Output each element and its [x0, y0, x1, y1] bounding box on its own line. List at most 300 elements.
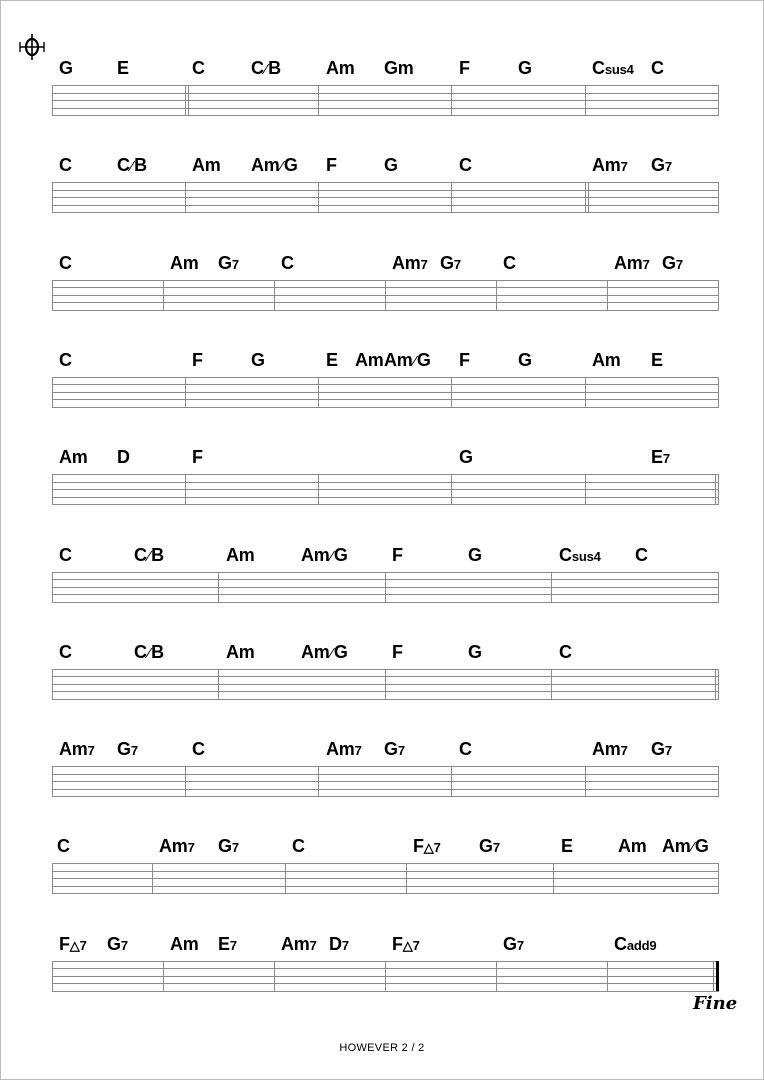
chord-quality: 7	[120, 937, 128, 953]
chord-bass: G	[333, 641, 348, 662]
chord	[251, 155, 298, 177]
staff-line	[52, 407, 719, 408]
staff-line	[52, 310, 719, 311]
system-7	[0, 642, 764, 752]
chord-quality: 7	[642, 256, 650, 272]
staff-line	[52, 93, 719, 94]
chord	[503, 253, 516, 273]
chord	[559, 642, 572, 662]
staff-line	[52, 115, 719, 116]
chord-root: C	[59, 252, 72, 273]
chord	[651, 447, 670, 469]
barline	[52, 182, 53, 212]
chord-root: C	[59, 155, 72, 176]
chord-quality: 7	[662, 451, 670, 467]
page-footer: HOWEVER 2 / 2	[339, 1042, 425, 1054]
barline	[718, 377, 719, 407]
chord-quality: 7	[620, 159, 628, 175]
chord-quality: add9	[626, 937, 657, 953]
chord	[218, 934, 237, 956]
staff-line	[52, 182, 719, 183]
chord-root: Am	[614, 252, 643, 273]
chord-root: G	[468, 544, 482, 565]
chord	[192, 739, 205, 759]
barline	[188, 85, 189, 115]
chord	[559, 545, 601, 567]
chord-root: C	[503, 252, 516, 273]
chord	[592, 739, 628, 761]
chord	[392, 934, 420, 956]
chord-root: G	[384, 155, 398, 176]
chord	[59, 58, 73, 78]
barline	[716, 961, 719, 991]
chord-quality: 7	[492, 840, 500, 856]
chord-root: F	[413, 836, 424, 857]
chord-root: G	[518, 58, 532, 78]
chord-root: F	[392, 641, 403, 662]
chord	[635, 545, 648, 565]
chord-root: G	[503, 933, 517, 954]
chord-quality: △7	[69, 937, 87, 953]
chord-root: Am	[662, 836, 691, 857]
barline	[52, 961, 53, 991]
chord-root: Am	[170, 252, 199, 273]
chord-root: C	[635, 544, 648, 565]
chord	[503, 934, 524, 956]
staff	[52, 961, 719, 991]
barline	[715, 474, 716, 504]
chord	[459, 58, 470, 78]
system-6	[0, 545, 764, 655]
chord-root: G	[251, 349, 265, 370]
chord-bass: G	[694, 836, 709, 857]
coda-icon	[18, 33, 46, 61]
chord-root: C	[192, 58, 205, 78]
chord-root: Am	[192, 155, 221, 176]
chord	[468, 642, 482, 662]
barline	[52, 572, 53, 602]
barline	[185, 377, 186, 407]
system-2	[0, 155, 764, 265]
chord-root: G	[59, 58, 73, 78]
chord	[662, 253, 683, 275]
chord-bass: G	[333, 544, 348, 565]
chord-root: Am	[301, 544, 330, 565]
barline	[52, 766, 53, 796]
chord-root: C	[559, 544, 572, 565]
chord-quality: 7	[397, 743, 405, 759]
chord	[614, 934, 656, 956]
staff	[52, 572, 719, 602]
chord	[59, 350, 72, 370]
chord	[59, 447, 88, 467]
staff-line	[52, 796, 719, 797]
chord-root: F	[326, 155, 337, 176]
chord-quality: 7	[354, 743, 362, 759]
chord	[518, 350, 532, 370]
chord	[251, 58, 281, 80]
barline	[718, 669, 719, 699]
chord-quality: 7	[187, 840, 195, 856]
staff-line	[52, 504, 719, 505]
chord	[651, 739, 672, 761]
chord	[326, 155, 337, 175]
chord-root: G	[440, 252, 454, 273]
staff	[52, 377, 719, 407]
chord-root: F	[459, 349, 470, 370]
slash-mark: ⁄	[330, 547, 333, 565]
staff-line	[52, 377, 719, 378]
chord	[117, 739, 138, 761]
chord-root: C	[59, 641, 72, 662]
chord-root: F	[59, 933, 70, 954]
barline	[718, 280, 719, 310]
chord-bass: G	[283, 155, 298, 176]
chord	[59, 253, 72, 273]
chord-quality: 7	[664, 743, 672, 759]
staff	[52, 280, 719, 310]
chord-quality: sus4	[604, 62, 634, 77]
slash-mark: ⁄	[264, 61, 268, 78]
barline	[718, 766, 719, 796]
chord-root: C	[459, 739, 472, 760]
barline	[451, 377, 452, 407]
chord-quality: △7	[423, 840, 441, 856]
chord	[170, 934, 199, 954]
chord	[384, 155, 398, 175]
barline	[318, 766, 319, 796]
system-3	[0, 253, 764, 363]
chord	[384, 350, 431, 372]
system-1	[0, 58, 764, 168]
barline	[451, 766, 452, 796]
staff-line	[52, 190, 719, 191]
chord-root: G	[459, 447, 473, 468]
chord-quality: 7	[231, 840, 239, 856]
chord-root: C	[134, 641, 147, 662]
chord	[413, 836, 441, 858]
chord	[301, 545, 348, 567]
chord-root: C	[57, 836, 70, 857]
staff-line	[52, 399, 719, 400]
chord-root: G	[384, 739, 398, 760]
chord-root: Am	[355, 349, 384, 370]
barline	[451, 474, 452, 504]
barline	[218, 669, 219, 699]
slash-mark: ⁄	[147, 547, 151, 565]
chord-root: E	[117, 58, 129, 78]
barline	[218, 572, 219, 602]
barline	[553, 863, 554, 893]
chord	[592, 58, 634, 80]
chord	[281, 934, 317, 956]
chord	[459, 350, 470, 370]
staff-line	[52, 991, 719, 992]
chord-root: F	[192, 349, 203, 370]
chord-root: C	[292, 836, 305, 857]
chord-quality: 7	[675, 256, 683, 272]
chord-bass: B	[268, 58, 281, 78]
chord	[134, 545, 164, 567]
chord	[651, 58, 664, 78]
chord-root: C	[59, 349, 72, 370]
chord	[392, 545, 403, 565]
chord	[57, 836, 70, 856]
system-8	[0, 739, 764, 849]
chord-root: Am	[326, 58, 355, 78]
chord-quality: 7	[87, 743, 95, 759]
chord	[355, 350, 384, 370]
chord-root: E	[326, 349, 338, 370]
chord-root: Am	[159, 836, 188, 857]
chord	[384, 739, 405, 761]
chord-root: F	[459, 58, 470, 78]
barline	[607, 280, 608, 310]
chord-root: Am	[301, 641, 330, 662]
system-5	[0, 447, 764, 557]
barline	[52, 377, 53, 407]
chord-root: C	[592, 58, 605, 78]
staff	[52, 863, 719, 893]
staff-line	[52, 108, 719, 109]
chord-root: C	[117, 155, 130, 176]
chord-root: G	[518, 349, 532, 370]
chord-root: C	[559, 641, 572, 662]
staff-line	[52, 100, 719, 101]
staff-line	[52, 774, 719, 775]
barline	[274, 280, 275, 310]
chord-bass: B	[151, 641, 164, 662]
chord-quality: 7	[229, 937, 237, 953]
staff-line	[52, 497, 719, 498]
barline	[185, 182, 186, 212]
slash-mark: ⁄	[147, 644, 151, 662]
chord-quality: 7	[231, 256, 239, 272]
staff	[52, 766, 719, 796]
barline	[551, 669, 552, 699]
chord	[592, 350, 621, 370]
system-10	[0, 934, 764, 1044]
chord-root: Am	[226, 544, 255, 565]
system-9	[0, 836, 764, 946]
chord	[618, 836, 647, 856]
chord	[117, 155, 147, 177]
barline	[52, 863, 53, 893]
chord-root: C	[59, 544, 72, 565]
chord-quality: 7	[130, 743, 138, 759]
chord	[59, 155, 72, 175]
chord-root: C	[281, 252, 294, 273]
chord-root: Am	[59, 447, 88, 468]
barline	[152, 863, 153, 893]
chord-quality: 7	[620, 743, 628, 759]
chord-root: Am	[592, 349, 621, 370]
barline	[185, 85, 186, 115]
chord-root: G	[651, 155, 665, 176]
staff-line	[52, 699, 719, 700]
barline	[318, 377, 319, 407]
chord	[384, 58, 414, 78]
barline	[185, 474, 186, 504]
chord	[170, 253, 199, 273]
chord	[251, 350, 265, 370]
chord	[459, 739, 472, 759]
chord-quality: 7	[453, 256, 461, 272]
chord-root: G	[468, 641, 482, 662]
staff	[52, 182, 719, 212]
chord-root: G	[651, 739, 665, 760]
barline	[52, 280, 53, 310]
chord	[292, 836, 305, 856]
slash-mark: ⁄	[280, 158, 283, 176]
chord	[159, 836, 195, 858]
chord	[614, 253, 650, 275]
barline	[385, 961, 386, 991]
chord-root: Am	[251, 155, 280, 176]
chord-root: D	[117, 447, 130, 468]
chord-quality: sus4	[571, 548, 601, 564]
chord-root: Am	[592, 155, 621, 176]
chord-root: E	[651, 349, 663, 370]
barline	[496, 280, 497, 310]
chord-root: C	[192, 739, 205, 760]
barline	[451, 85, 452, 115]
chord	[281, 253, 294, 273]
barline	[163, 961, 164, 991]
chord-root: F	[392, 544, 403, 565]
chord	[117, 58, 129, 78]
chord	[651, 350, 663, 370]
chord	[59, 934, 87, 956]
staff-line	[52, 766, 719, 767]
slash-mark: ⁄	[330, 644, 333, 662]
barline	[385, 669, 386, 699]
barline	[406, 863, 407, 893]
chord-root: Am	[326, 739, 355, 760]
chord	[479, 836, 500, 858]
barline	[585, 377, 586, 407]
chord-root: Am	[170, 933, 199, 954]
slash-mark: ⁄	[691, 839, 694, 857]
barline	[585, 474, 586, 504]
chord-root: E	[651, 447, 663, 468]
chord	[459, 447, 473, 467]
staff-line	[52, 85, 719, 86]
barline	[607, 961, 608, 991]
slash-mark: ⁄	[413, 352, 416, 370]
barline	[163, 280, 164, 310]
chord-root: F	[192, 447, 203, 468]
staff-line	[52, 212, 719, 213]
chord-bass: B	[151, 544, 164, 565]
chord-quality: 7	[516, 937, 524, 953]
chord	[662, 836, 709, 858]
chord-root: D	[329, 933, 342, 954]
barline	[585, 85, 586, 115]
chord-quality: 7	[664, 159, 672, 175]
chord	[326, 739, 362, 761]
barline	[185, 766, 186, 796]
chord	[192, 350, 203, 370]
staff-line	[52, 384, 719, 385]
barline	[718, 182, 719, 212]
barline	[718, 85, 719, 115]
chord	[117, 447, 130, 467]
barline	[318, 85, 319, 115]
chord	[518, 58, 532, 78]
chord	[192, 58, 205, 78]
chord	[392, 253, 428, 275]
chord	[468, 545, 482, 565]
chord-root: E	[561, 836, 573, 857]
chord-root: G	[479, 836, 493, 857]
chord-root: Am	[618, 836, 647, 857]
barline	[718, 863, 719, 893]
chord	[218, 253, 239, 275]
staff-line	[52, 392, 719, 393]
fine-marking: Fine	[693, 993, 738, 1014]
chord	[561, 836, 573, 856]
barline	[496, 961, 497, 991]
chord	[440, 253, 461, 275]
barline	[274, 961, 275, 991]
chord	[226, 642, 255, 662]
staff-line	[52, 781, 719, 782]
chord-root: Am	[281, 933, 310, 954]
chord	[192, 155, 221, 175]
barline	[585, 182, 586, 212]
chord-root: Am	[384, 349, 413, 370]
barline	[718, 474, 719, 504]
staff-line	[52, 205, 719, 206]
chord-root: Gm	[384, 58, 414, 78]
slash-mark: ⁄	[130, 158, 134, 176]
chord-root: Am	[592, 739, 621, 760]
chord-quality: 7	[309, 937, 317, 953]
barline	[52, 669, 53, 699]
chord	[329, 934, 349, 956]
barline	[718, 572, 719, 602]
chord	[301, 642, 348, 664]
chord-root: Am	[59, 739, 88, 760]
barline	[551, 572, 552, 602]
chord-root: Am	[226, 641, 255, 662]
chord-root: E	[218, 933, 230, 954]
chord-root: F	[392, 933, 403, 954]
staff-line	[52, 893, 719, 894]
chord	[326, 350, 338, 370]
staff-line	[52, 489, 719, 490]
chord	[192, 447, 203, 467]
staff-line	[52, 474, 719, 475]
barline	[451, 182, 452, 212]
barline	[385, 280, 386, 310]
barline	[52, 85, 53, 115]
chord	[59, 739, 95, 761]
chord-quality: △7	[402, 937, 420, 953]
barline	[385, 572, 386, 602]
staff	[52, 474, 719, 504]
staff-line	[52, 482, 719, 483]
chord	[392, 642, 403, 662]
chord-root: G	[218, 836, 232, 857]
chord-root: C	[651, 58, 664, 78]
barline	[715, 669, 716, 699]
chord-root: C	[614, 933, 627, 954]
staff-line	[52, 197, 719, 198]
chord	[134, 642, 164, 664]
chord	[59, 545, 72, 565]
